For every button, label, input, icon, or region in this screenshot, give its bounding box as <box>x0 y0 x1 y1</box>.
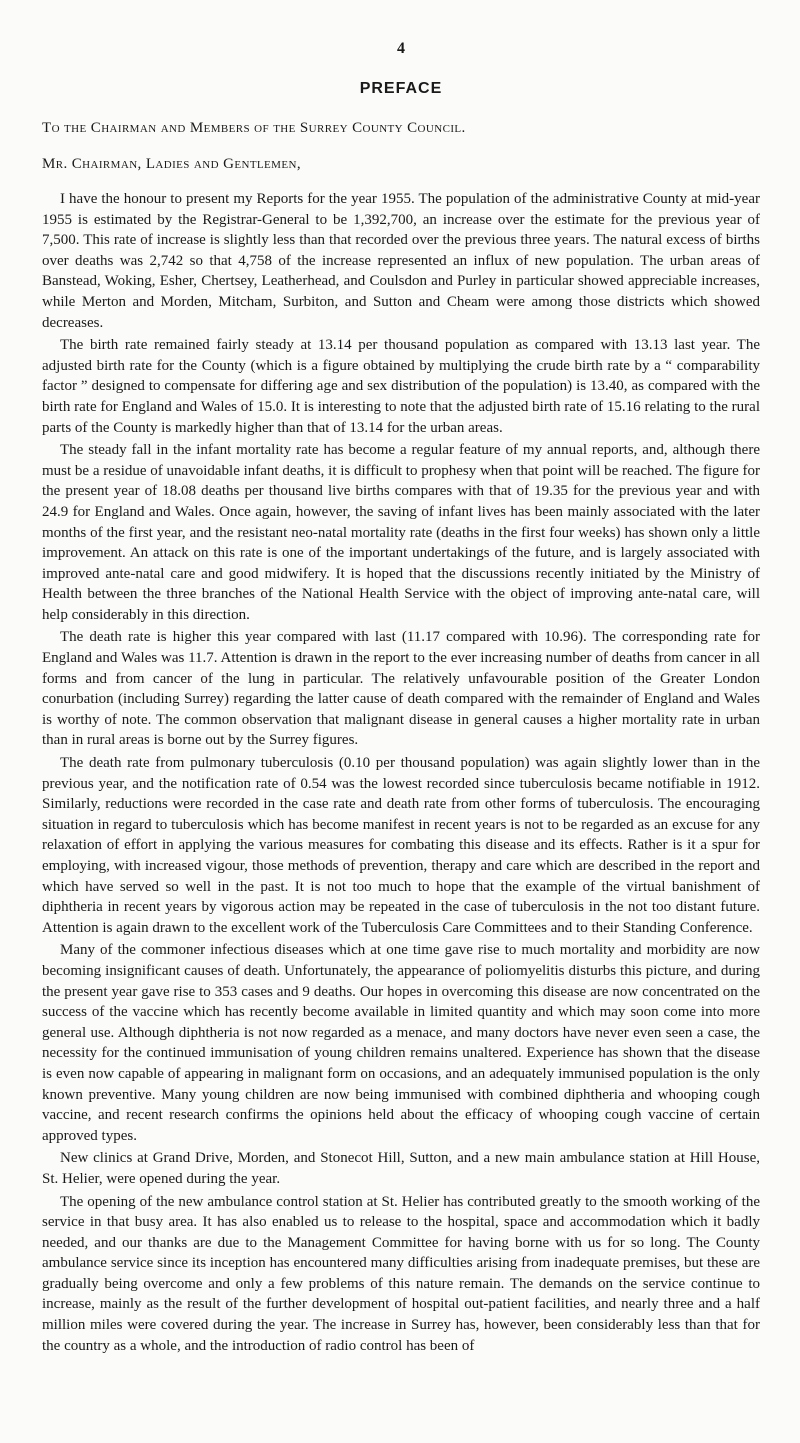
paragraph-new-clinics: New clinics at Grand Drive, Morden, and Stonecot Hill, Sutton, and a new main ambulance station at Hill House, St. Helier, were opened during the year. <box>42 1150 760 1187</box>
paragraph-ambulance: The opening of the new ambulance control station at St. Helier has contributed greatly to the smooth working of the service in that busy area. It has also enabled us to release to the hospital, space and accommodation which it badly needed, and our thanks are due to the Management Committee for having borne with us for so long. The County ambulance service since its inception has encountered many difficulties arising from inadequate premises, but these are gradually being overcome and only a few problems of this nature remain. The demands on the service continue to increase, mainly as the result of the further development of hospital out-patient facilities, and nearly three and a half million miles were covered during the year. The increase in Surrey has, however, been considerably less than that for the country as a whole, and the introduction of radio control has been of <box>42 1193 760 1354</box>
paragraph-infant-mortality: The steady fall in the infant mortality rate has become a regular feature of my annual reports, and, although there must be a residue of unavoidable infant deaths, it is difficult to prophesy when that point will be reached. The figure for the present year of 18.08 deaths per thousand live births compares with that of 19.35 for the previous year and with 24.9 for England and Wales. Once again, however, the saving of infant lives has been mainly associated with the later months of the first year, and the resistant neo-natal mortality rate (deaths in the first four weeks) has shown only a little improvement. An attack on this rate is one of the important undertakings of the future, and is largely associated with improved ante-natal care and good midwifery. It is hoped that the discussions recently initiated by the Ministry of Health between the three branches of the National Health Service with the object of improving ante-natal care, will help considerably in this direction. <box>42 442 761 623</box>
page-number: 4 <box>397 40 405 57</box>
paragraph-tuberculosis: The death rate from pulmonary tuberculosis (0.10 per thousand population) was again slightly lower than in the previous year, and the notification rate of 0.54 was the lowest recorded since tuberculosis became notifiable in 1912. Similarly, reductions were recorded in the case rate and death rate from other forms of tuberculosis. The encouraging situation in regard to tuberculosis which has become manifest in recent years is not to be regarded as an excuse for any relaxation of effort in applying the various measures for combating this disease and its effects. Rather is it a spur for employing, with increased vigour, those methods of prevention, therapy and care which are described in the report and which have served so well in the past. It is not too much to hope that the example of the virtual banishment of diphtheria in recent years by vigorous action may be repeated in the case of tuberculosis in the not too distant future. Attention is again drawn to the excellent work of the Tuberculosis Care Committees and to their Standing Conference. <box>42 755 760 936</box>
address-line: To the Chairman and Members of the Surrey County Council. <box>42 120 466 136</box>
paragraph-infectious-diseases: Many of the commoner infectious diseases which at one time gave rise to much mortality and morbidity are now becoming insignificant causes of death. Unfortunately, the appearance of poliomyelitis disturbs this picture, and during the present year gave rise to 353 cases and 9 deaths. Our hopes in overcoming this disease are now concentrated on the success of the vaccine which has recently become available in limited quantity and which may soon come into more general use. Although diphtheria is not now regarded as a menace, and many doctors have never even seen a case, the necessity for the continued immunisation of young children remains unaltered. Experience has shown that the disease is even now capable of appearing in malignant form on occasions, and an adequately immunised population is the only known preventive. Many young children are now being immunised with combined diphtheria and whooping cough vaccine, and recent research confirms the opinions held about the efficacy of whooping cough vaccine of certain approved types. <box>42 942 760 1144</box>
page-title: PREFACE <box>359 80 443 97</box>
paragraph-death-rate: The death rate is higher this year compared with last (11.17 compared with 10.96). The corresponding rate for England and Wales was 11.7. Attention is drawn in the report to the ever increasing number of deaths from cancer in all forms and from cancer of the lung in particular. The relatively unfavourable position of the Greater London conurbation (including Surrey) regarding the latter cause of death compared with the remainder of England and Wales is worthy of note. The common observation that malignant disease in general causes a higher mortality rate in urban than in rural areas is borne out by the Surrey figures. <box>42 629 760 749</box>
salutation: Mr. Chairman, Ladies and Gentlemen, <box>42 156 301 172</box>
paragraph-population: I have the honour to present my Reports for the year 1955. The population of the administrative County at mid-year 1955 is estimated by the Registrar-General to be 1,392,700, an increase over the estimate for the previous year of 7,500. This rate of increase is slightly less than that recorded over the previous three years. The natural excess of births over deaths was 2,742 so that 4,758 of the increase represented an influx of new population. The urban areas of Banstead, Woking, Esher, Chertsey, Leatherhead, and Coulsdon and Purley in particular showed appreciable increases, while Merton and Morden, Mitcham, Surbiton, and Sutton and Cheam were among those districts which showed decreases. <box>42 191 760 331</box>
paragraph-birth-rate: The birth rate remained fairly steady at 13.14 per thousand population as compared with 13.13 last year. The adjusted birth rate for the County (which is a figure obtained by multiplying the crude birth rate by a “ comparability factor ” designed to compensate for differing age and sex distribution of the population) is 13.40, as compared with the birth rate for England and Wales of 15.0. It is interesting to note that the adjusted birth rate of 15.16 relating to the rural parts of the County is markedly higher than that of 13.14 for the urban areas. <box>42 337 760 436</box>
